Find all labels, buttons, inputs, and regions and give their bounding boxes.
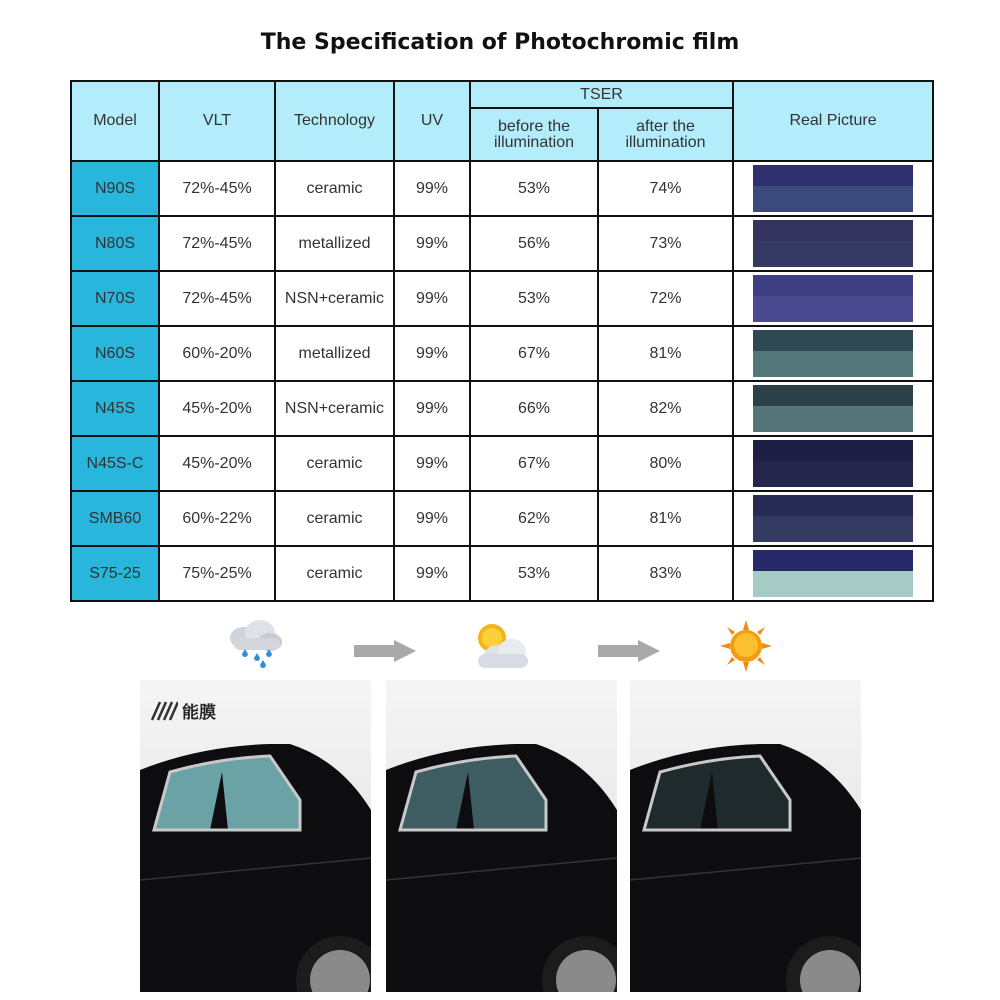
cell-after: 74%: [598, 161, 733, 216]
table-row: [71, 326, 933, 381]
page-title: The Specification of Photochromic film: [260, 30, 740, 55]
film-swatch: [753, 440, 913, 487]
film-swatch: [753, 220, 913, 267]
cell-vlt: 60%-22%: [159, 491, 275, 546]
cell-vlt: 45%-20%: [159, 436, 275, 491]
cell-model: N90S: [71, 161, 159, 216]
table-row: [71, 436, 933, 491]
cell-real-picture: [733, 271, 933, 326]
sun-icon: [718, 618, 774, 674]
cell-model: N45S: [71, 381, 159, 436]
cell-after: 81%: [598, 491, 733, 546]
car-photo-middle: [386, 680, 617, 992]
header-model: Model: [71, 81, 159, 161]
film-swatch: [753, 550, 913, 597]
table-row: [71, 271, 933, 326]
film-swatch: [753, 330, 913, 377]
cell-before: 53%: [470, 546, 598, 601]
cell-before: 62%: [470, 491, 598, 546]
cell-before: 66%: [470, 381, 598, 436]
cell-technology: metallized: [275, 326, 394, 381]
cell-model: N80S: [71, 216, 159, 271]
table-row: [71, 381, 933, 436]
logo-text: 能膜: [182, 703, 216, 723]
cell-after: 82%: [598, 381, 733, 436]
cell-technology: NSN+ceramic: [275, 381, 394, 436]
cell-real-picture: [733, 216, 933, 271]
table-row: [71, 161, 933, 216]
arrow-right-icon: [598, 640, 660, 662]
cell-before: 67%: [470, 436, 598, 491]
cell-technology: ceramic: [275, 491, 394, 546]
cell-after: 83%: [598, 546, 733, 601]
table-row: [71, 216, 933, 271]
cell-after: 81%: [598, 326, 733, 381]
header-technology: Technology: [275, 81, 394, 161]
cell-technology: NSN+ceramic: [275, 271, 394, 326]
cell-uv: 99%: [394, 436, 470, 491]
cell-uv: 99%: [394, 216, 470, 271]
header-vlt: VLT: [159, 81, 275, 161]
film-swatch: [753, 495, 913, 542]
cell-model: N45S-C: [71, 436, 159, 491]
cell-real-picture: [733, 326, 933, 381]
cell-uv: 99%: [394, 161, 470, 216]
header-uv: UV: [394, 81, 470, 161]
cell-model: N60S: [71, 326, 159, 381]
rain-cloud-icon: [222, 618, 288, 668]
arrow-right-icon: [354, 640, 416, 662]
film-swatch: [753, 165, 913, 212]
cell-before: 67%: [470, 326, 598, 381]
cell-technology: metallized: [275, 216, 394, 271]
cell-technology: ceramic: [275, 546, 394, 601]
cell-technology: ceramic: [275, 436, 394, 491]
cell-vlt: 45%-20%: [159, 381, 275, 436]
cell-uv: 99%: [394, 326, 470, 381]
cell-uv: 99%: [394, 491, 470, 546]
brand-logo: [150, 698, 216, 723]
header-tser-before: before the illumination: [470, 108, 598, 161]
film-swatch: [753, 385, 913, 432]
car-photo-before: [140, 680, 371, 992]
cell-after: 80%: [598, 436, 733, 491]
cell-after: 73%: [598, 216, 733, 271]
header-tser-after: after the illumination: [598, 108, 733, 161]
partly-sunny-icon: [468, 618, 534, 674]
film-swatch: [753, 275, 913, 322]
cell-real-picture: [733, 546, 933, 601]
cell-before: 53%: [470, 271, 598, 326]
car-photo-after: [630, 680, 861, 992]
header-tser: TSER: [470, 81, 733, 108]
table-row: [71, 491, 933, 546]
cell-real-picture: [733, 381, 933, 436]
cell-technology: ceramic: [275, 161, 394, 216]
cell-after: 72%: [598, 271, 733, 326]
cell-vlt: 75%-25%: [159, 546, 275, 601]
cell-vlt: 60%-20%: [159, 326, 275, 381]
cell-before: 56%: [470, 216, 598, 271]
logo-stripes-icon: [150, 700, 178, 722]
cell-real-picture: [733, 491, 933, 546]
cell-real-picture: [733, 436, 933, 491]
specification-table: [70, 80, 934, 602]
cell-vlt: 72%-45%: [159, 271, 275, 326]
cell-real-picture: [733, 161, 933, 216]
cell-model: S75-25: [71, 546, 159, 601]
cell-before: 53%: [470, 161, 598, 216]
table-row: [71, 546, 933, 601]
cell-vlt: 72%-45%: [159, 161, 275, 216]
cell-model: SMB60: [71, 491, 159, 546]
cell-uv: 99%: [394, 546, 470, 601]
cell-uv: 99%: [394, 271, 470, 326]
cell-uv: 99%: [394, 381, 470, 436]
header-real-picture: Real Picture: [733, 81, 933, 161]
cell-vlt: 72%-45%: [159, 216, 275, 271]
cell-model: N70S: [71, 271, 159, 326]
